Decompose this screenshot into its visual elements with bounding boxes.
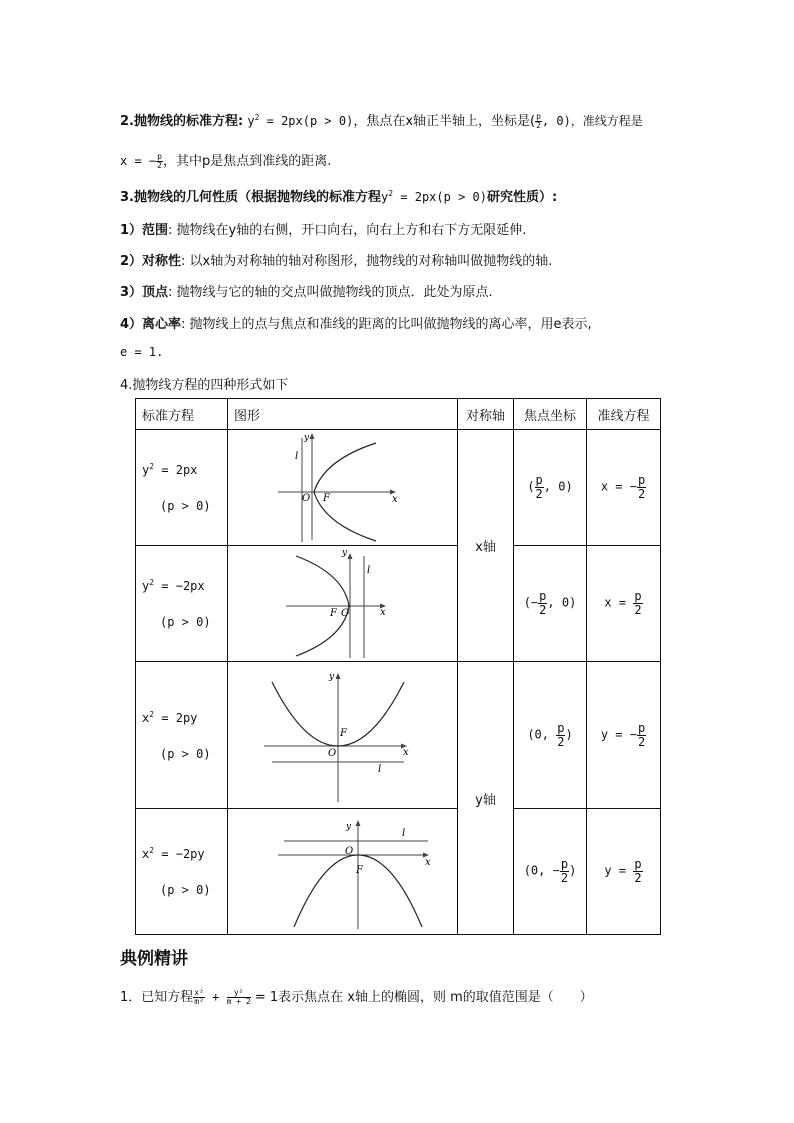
- table-row: [136, 430, 661, 546]
- svg-text:F: F: [323, 493, 330, 504]
- table-header-row: [136, 399, 661, 430]
- parabola-left-figure: [228, 546, 458, 662]
- parabola-down-graph: [228, 809, 457, 934]
- parabola-up-graph: [228, 662, 457, 808]
- axis-x-cell: x轴: [458, 430, 514, 662]
- svg-text:x: x: [403, 747, 409, 758]
- table-row: [136, 662, 661, 809]
- equation-cell: $x^2 = 2py$ (p > 0): [136, 662, 228, 809]
- focus-cell: (0, $\frac{p}{2}$ ): [514, 662, 587, 809]
- directrix-cell: y = $\frac{p}{2}$: [587, 809, 661, 935]
- svg-text:O: O: [345, 846, 354, 857]
- svg-text:x: x: [425, 857, 431, 868]
- prop-eccentricity: [120, 313, 592, 332]
- svg-text:l: l: [378, 764, 382, 775]
- item2-text3: ，其中p是焦点到准线的距离.: [162, 154, 332, 169]
- prop-symmetry-key: 2）对称性: [120, 254, 182, 269]
- prop-eccentricity-text: : 抛物线上的点与焦点和准线的距离的比叫做抛物线的离心率，用e表示,: [181, 317, 592, 332]
- item3-equation: $y^2 = 2px(p > 0)$: [380, 189, 487, 204]
- svg-text:y: y: [329, 672, 335, 682]
- item2-equation: $y^2 = 2px(p > 0)$: [247, 113, 354, 128]
- prop-vertex-key: 3）顶点: [120, 285, 169, 300]
- parabola-down-figure: [228, 809, 458, 935]
- svg-text:x: x: [392, 494, 398, 505]
- axis-y-cell: y轴: [458, 662, 514, 935]
- table-row: [136, 546, 661, 662]
- prop-vertex-text: : 抛物线与它的轴的交点叫做抛物线的顶点．此处为原点.: [168, 285, 493, 300]
- svg-text:y: y: [342, 548, 348, 558]
- parabola-right-graph: [228, 430, 457, 545]
- svg-text:l: l: [402, 828, 406, 839]
- svg-text:O: O: [302, 493, 311, 504]
- item3-heading: [120, 186, 557, 205]
- focus-cell: ( $\frac{p}{2}$ , 0): [514, 430, 587, 546]
- svg-text:O: O: [328, 748, 337, 759]
- q1-fraction-1: $\frac{\text{x²}}{\text{m²}}$: [194, 987, 204, 1006]
- parabola-up-figure: [228, 662, 458, 809]
- item3-label: 3.抛物线的几何性质（根据抛物线的标准方程: [120, 190, 381, 205]
- parabola-right-figure: [228, 430, 458, 546]
- q1-prefix: 1．已知方程: [120, 990, 194, 1005]
- directrix-cell: y = − $\frac{p}{2}$: [587, 662, 661, 809]
- svg-text:y: y: [304, 433, 310, 443]
- item2-focus-fraction: $\frac{p}{2}$: [536, 111, 541, 130]
- header-standard-eq: 标准方程: [136, 399, 228, 430]
- equation-cell: $y^2 = -2px$ (p > 0): [136, 546, 228, 662]
- item4-heading: 4.抛物线方程的四种形式如下: [120, 378, 289, 393]
- item2-line2: [120, 150, 331, 170]
- q1-text: = 1表示焦点在 x轴上的椭圆，则 m的取值范围是（ ）: [250, 990, 593, 1005]
- svg-text:l: l: [295, 451, 299, 462]
- prop-range: [120, 219, 526, 238]
- directrix-cell: x = $\frac{p}{2}$: [587, 546, 661, 662]
- prop-symmetry: [120, 250, 552, 269]
- prop-eccentricity-key: 4）离心率: [120, 317, 182, 332]
- svg-text:O: O: [341, 608, 350, 619]
- item2-text1: ，焦点在x轴正半轴上，坐标是(: [353, 114, 536, 129]
- q1-fraction-2: $\frac{\text{y²}}{m + 2}$: [226, 987, 251, 1006]
- parabola-left-graph: [228, 546, 457, 661]
- item2-line1: [120, 110, 643, 130]
- equation-cell: $x^2 = -2py$ (p > 0): [136, 809, 228, 935]
- table-row: [136, 809, 661, 935]
- question-1: [120, 986, 593, 1006]
- prop-range-key: 1）范围: [120, 223, 169, 238]
- section-title: 典例精讲: [120, 949, 188, 969]
- svg-text:F: F: [356, 865, 363, 876]
- svg-text:y: y: [346, 822, 352, 832]
- header-focus: 焦点坐标: [514, 399, 587, 430]
- directrix-cell: x = − $\frac{p}{2}$: [587, 430, 661, 546]
- focus-cell: (0, − $\frac{p}{2}$ ): [514, 809, 587, 935]
- svg-text:F: F: [330, 608, 337, 619]
- svg-text:l: l: [367, 565, 371, 576]
- prop-vertex: [120, 281, 493, 300]
- svg-text:x: x: [380, 607, 386, 618]
- focus-cell: (− $\frac{p}{2}$ , 0): [514, 546, 587, 662]
- item2-text2: , 0)，准线方程是: [541, 114, 643, 128]
- header-directrix: 准线方程: [587, 399, 661, 430]
- eccentricity-value: e = 1.: [120, 345, 164, 359]
- header-figure: 图形: [228, 399, 458, 430]
- parabola-forms-table: [135, 398, 661, 935]
- q1-plus: +: [204, 990, 227, 1004]
- item3-label-end: 研究性质）:: [486, 190, 558, 205]
- item2-directrix-fraction: $\frac{p}{2}$: [157, 151, 162, 170]
- item2-label: 2.抛物线的标准方程:: [120, 114, 244, 129]
- item2-directrix-eq: x = −: [120, 154, 157, 168]
- header-axis: 对称轴: [458, 399, 514, 430]
- prop-range-text: : 抛物线在y轴的右侧，开口向右，向右上方和右下方无限延伸.: [168, 223, 527, 238]
- svg-text:F: F: [340, 728, 347, 739]
- equation-cell: $y^2 = 2px$ (p > 0): [136, 430, 228, 546]
- prop-symmetry-text: : 以x轴为对称轴的轴对称图形，抛物线的对称轴叫做抛物线的轴.: [181, 254, 553, 269]
